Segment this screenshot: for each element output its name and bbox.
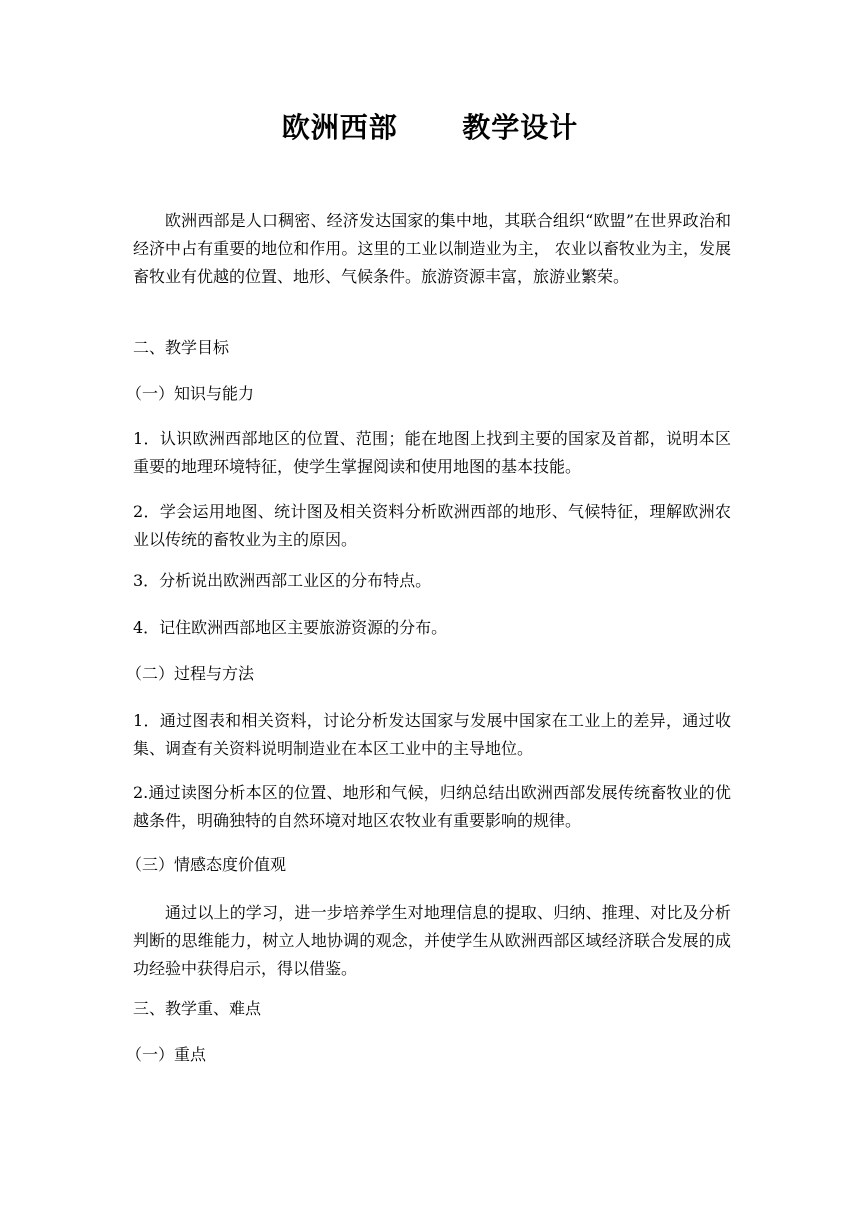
subheading-key-point: （一）重点	[126, 1045, 207, 1064]
section-heading-key-points: 三、教学重、难点	[133, 999, 262, 1018]
subheading-process: （二）过程与方法	[126, 664, 255, 683]
subheading-emotion: （三）情感态度价值观	[126, 855, 287, 874]
knowledge-item-3: 3．分析说出欧洲西部工业区的分布特点。	[133, 571, 432, 590]
intro-paragraph: 欧洲西部是人口稠密、经济发达国家的集中地，其联合组织“欧盟”在世界政治和经济中占有重要的地位和作用。这里的工业以制造业为主， 农业以畜牧业为主，发展畜牧业有优越的位置、地形、气候条件。旅游资源丰富，旅游业繁荣。	[133, 211, 731, 286]
knowledge-item-2: 2．学会运用地图、统计图及相关资料分析欧洲西部的地形、气候特征，理解欧洲农业以传统的畜牧业为主的原因。	[133, 502, 731, 549]
process-item-2: 2.通过读图分析本区的位置、地形和气候，归纳总结出欧洲西部发展传统畜牧业的优越条件，明确独特的自然环境对地区农牧业有重要影响的规律。	[133, 783, 731, 830]
section-heading-objectives: 二、教学目标	[133, 338, 230, 357]
emotion-paragraph: 通过以上的学习，进一步培养学生对地理信息的提取、归纳、推理、对比及分析判断的思维能力，树立人地协调的观念，并使学生从欧洲西部区域经济联合发展的成功经验中获得启示，得以借鉴。	[133, 903, 731, 978]
subheading-knowledge: （一）知识与能力	[126, 384, 255, 403]
document-title: 欧洲西部 教学设计	[281, 111, 579, 144]
knowledge-item-1: 1．认识欧洲西部地区的位置、范围；能在地图上找到主要的国家及首都，说明本区重要的地理环境特征，使学生掌握阅读和使用地图的基本技能。	[133, 429, 731, 476]
process-item-1: 1．通过图表和相关资料，讨论分析发达国家与发展中国家在工业上的差异，通过收集、调查有关资料说明制造业在本区工业中的主导地位。	[133, 711, 731, 758]
knowledge-item-4: 4．记住欧洲西部地区主要旅游资源的分布。	[133, 618, 448, 637]
